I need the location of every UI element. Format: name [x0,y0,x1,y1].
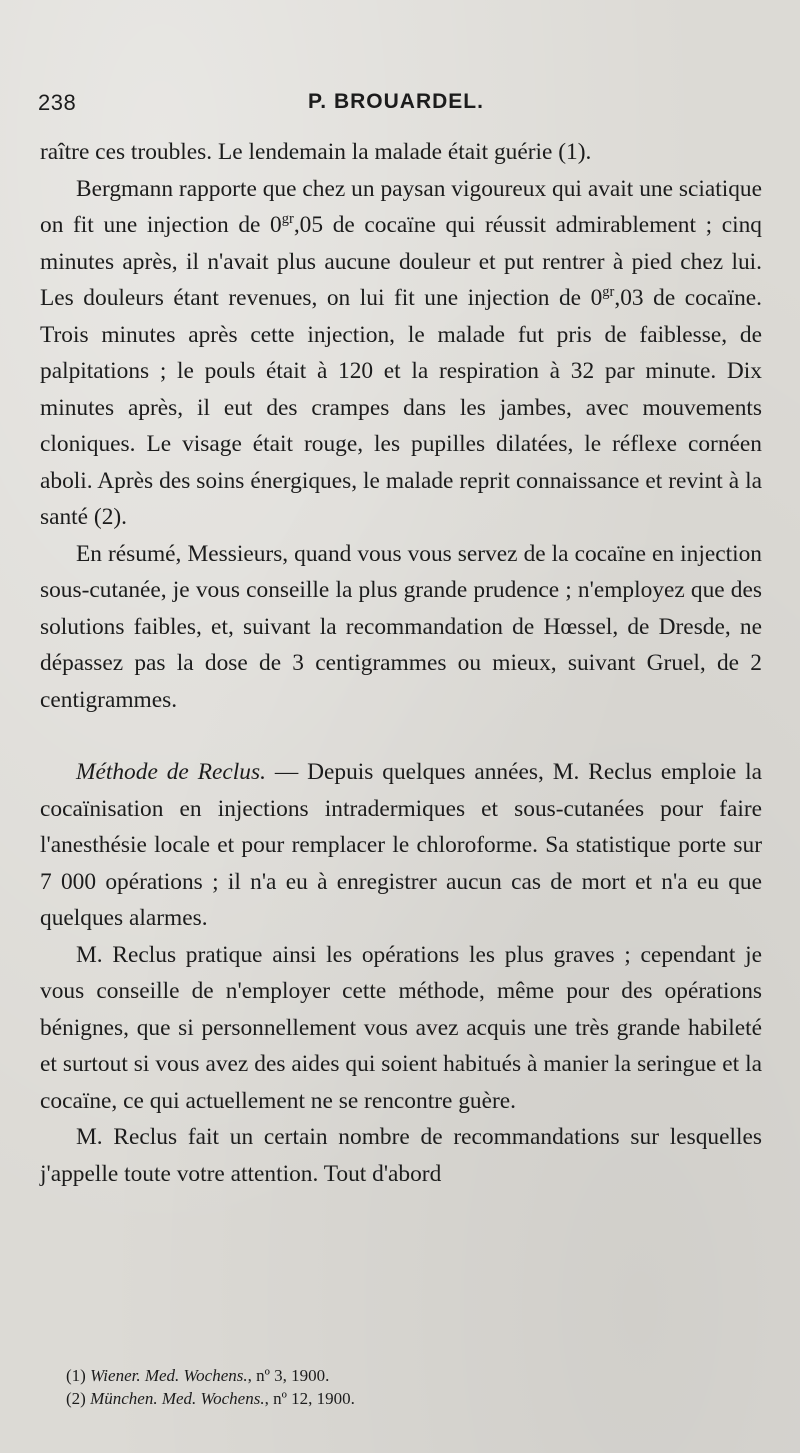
paragraph [40,754,762,937]
text-run: Bergmann rapporte que chez un paysan vigoureux qui avait une sciatique on fit une injection de 0 [40,175,762,238]
footnote-marker: (1) [66,1366,91,1385]
footnote-marker: (2) [66,1389,91,1408]
paragraph [40,536,762,719]
footnote [66,1364,706,1387]
page-number: 238 [38,90,77,115]
text-run: raître ces troubles. Le lendemain la malade était guérie (1). [40,139,592,165]
footnote-source: München. Med. Wochens. [90,1389,265,1408]
paragraph [40,1119,762,1192]
running-head: P. BROUARDEL. [308,90,484,113]
text-run: M. Reclus pratique ainsi les opérations les plus graves ; cependant je vous conseille de n'employer cette méthode, même pour des opérations bénignes, que si personnellement vous avez acquis une très grande habileté et surtout si vous avez des aides qui soient habitués à manier la seringue et la cocaïne, ce qui actuellement ne se rencontre guère. [40,941,762,1114]
text-run: M. Reclus fait un certain nombre de recommandations sur lesquelles j'appelle toute votre attention. Tout d'abord [40,1124,762,1187]
page-header [38,90,760,120]
footnote-citation: , nº 12, 1900. [264,1389,355,1408]
footnote-source: Wiener. Med. Wochens. [90,1366,248,1385]
text-run: — Depuis quelques années, M. Reclus emploie la cocaïnisation en injections intradermiques et sous-cutanées pour faire l'anesthésie locale et pour remplacer le chloroforme. Sa statistique porte sur 7 000 opérations ; il n'a eu à enregistrer aucun cas de mort et n'a eu que quelques alarmes. [40,759,762,931]
body-text [40,134,762,1192]
paragraph [40,171,762,536]
paragraph [40,134,762,171]
footnotes [66,1364,706,1410]
footnote [66,1387,706,1410]
text-run: ,03 de cocaïne. Trois minutes après cette injection, le malade fut pris de faiblesse, de palpitations ; le pouls était à 120 et la respiration à 32 par minute. Dix minutes après, il eut des crampes dans les jambes, avec mouvements cloniques. Le visage était rouge, les pupilles dilatées, le réflexe cornéen aboli. Après des soins énergiques, le malade reprit connaissance et revint à la santé (2). [40,285,762,530]
paragraph [40,937,762,1120]
unit-superscript: gr [602,284,615,301]
footnote-citation: , nº 3, 1900. [247,1366,330,1385]
section-heading: Méthode de Reclus. [76,759,266,785]
unit-superscript: gr [281,211,294,228]
text-run: En résumé, Messieurs, quand vous vous servez de la cocaïne en injection sous-cutanée, je vous conseille la plus grande prudence ; n'employez que des solutions faibles, et, suivant la recommandation de Hœssel, de Dresde, ne dépassez pas la dose de 3 centigrammes ou mieux, suivant Gruel, de 2 centigrammes. [40,540,762,713]
text-run: ,05 de cocaïne qui réussit admirablement ; cinq minutes après, il n'avait plus aucune douleur et put rentrer à pied chez lui. Les douleurs étant revenues, on lui fit une injection de 0 [40,212,762,311]
